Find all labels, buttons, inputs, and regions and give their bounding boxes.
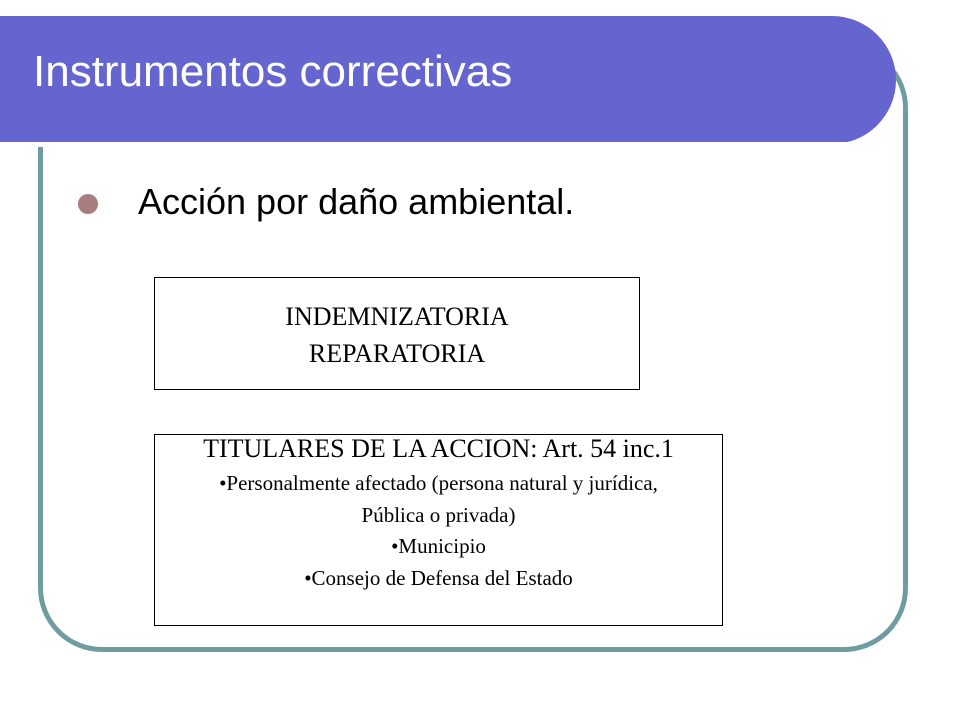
holders-item: •Consejo de Defensa del Estado [304,565,573,590]
slide-title: Instrumentos correctivas [33,47,513,96]
holders-list [155,468,722,594]
bullet-text: Acción por daño ambiental. [138,181,575,222]
action-type-reparatoria: REPARATORIA [308,339,486,368]
holders-item: •Personalmente afectado (persona natural y jurídica, [219,471,658,495]
holders-heading: TITULARES DE LA ACCION: Art. 54 inc.1 [203,434,674,463]
holders-item: •Municipio [391,534,486,558]
action-type-indemnizatoria: INDEMNIZATORIA [285,302,509,331]
bullet-dot-icon [78,194,98,214]
action-type-box [154,277,640,390]
holders-item: Pública o privada) [361,502,516,527]
title-underline [0,142,848,147]
holders-box [154,434,723,626]
